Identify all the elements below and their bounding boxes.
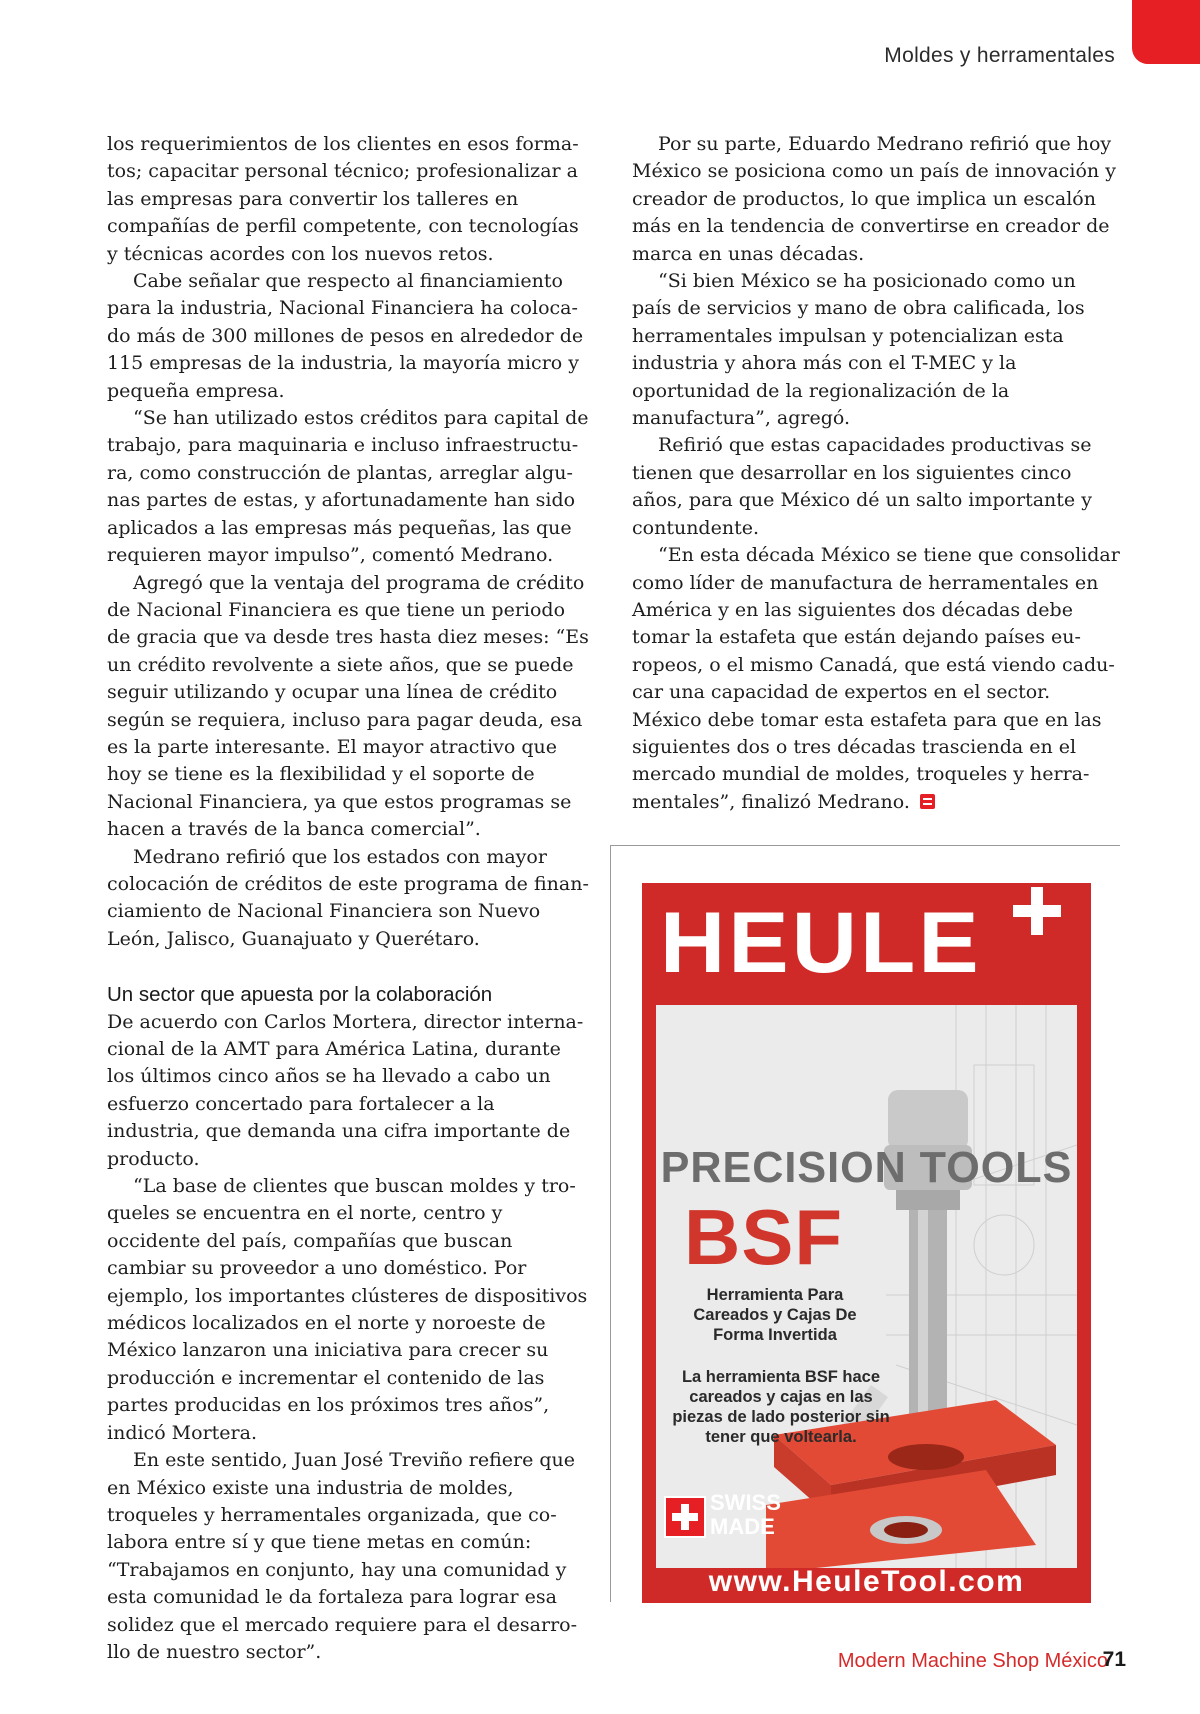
page-number: 71 <box>1102 1648 1126 1671</box>
paragraph: “La base de clientes que buscan moldes y troqueles se encuentra en el norte, centro y occidente del país, compañías que buscan cambiar su proveedor a uno doméstico. Por ejemplo, los importantes clústeres de dispositivos médicos localizados en el norte y noroeste de México lanzaron una iniciativa para crecer su producción e incrementar el contenido de las partes producidas en los próximos tres años”, indicó Mortera. <box>107 1175 588 1444</box>
swiss-made-label <box>710 1491 800 1539</box>
paragraph-text: “En esta década México se tiene que consolidar como líder de manufactura de herramentales en América y en las siguientes dos décadas debe tomar la estafeta que están dejando países europeos, o el mismo Canadá, que está viendo caducar una capacidad de expertos en el sector. México debe tomar esta estafeta para que en las siguientes dos o tres décadas trascienda en el mercado mundial de moldes, troqueles y herramentales”, finalizó Medrano. <box>632 544 1120 813</box>
advertisement[interactable] <box>642 883 1091 1603</box>
section-title: Moldes y herramentales <box>884 44 1115 67</box>
paragraph: “Se han utilizado estos créditos para capital de trabajo, para maquinaria e incluso infraestructura, como construcción de plantas, arreglar algunas partes de estas, y afortunadamente han sido aplicados a las empresas más pequeñas, las que requieren mayor impulso”, comentó Medrano. <box>107 407 589 567</box>
article-right-column <box>632 131 1120 816</box>
swiss-line: SWISS <box>710 1490 781 1515</box>
ad-image-panel <box>656 1005 1077 1568</box>
ad-product-name: BSF <box>684 1193 843 1281</box>
ad-brand-logo: HEULE <box>660 895 982 991</box>
subheading: Un sector que apuesta por la colaboración <box>107 983 493 1007</box>
paragraph: Cabe señalar que respecto al financiamiento para la industria, Nacional Financiera ha colocado más de 300 millones de pesos en alrededor de 115 empresas de la industria, la mayoría micro y pequeña empresa. <box>107 270 584 402</box>
paragraph: En este sentido, Juan José Treviño refiere que en México existe una industria de moldes, troqueles y herramentales organizada, que colabora entre sí y que tiene metas en común: “Trabajamos en conjunto, hay una comunidad y esta comunidad le da fortaleza para lograr esa solidez que el mercado requiere para el desarrollo de nuestro sector”. <box>107 1449 578 1663</box>
paragraph: Agregó que la ventaja del programa de crédito de Nacional Financiera es que tiene un periodo de gracia que va desde tres hasta diez meses: “Es un crédito revolvente a siete años, que se puede seguir utilizando y ocupar una línea de crédito según se requiera, incluso para pagar deuda, esa es la parte interesante. El mayor atractivo que hoy se tiene es la flexibilidad y el soporte de Nacional Financiera, ya que estos programas se hacen a través de la banca comercial”. <box>107 571 589 841</box>
publication-name: Modern Machine Shop México <box>837 1650 1108 1672</box>
swiss-cross-icon <box>664 1496 706 1538</box>
ad-description: La herramienta BSF hace careados y cajas en las piezas de lado posterior sin tener que voltearla. <box>672 1368 890 1446</box>
article-left-column <box>107 131 589 1666</box>
paragraph: Por su parte, Eduardo Medrano refirió que hoy México se posiciona como un país de innovación y creador de productos, lo que implica un escalón más en la tendencia de convertirse en creador de marca en unas décadas. <box>632 133 1116 265</box>
paragraph: “Si bien México se ha posicionado como un país de servicios y mano de obra calificada, los herramentales impulsan y potencializan esta industria y ahora más con el T-MEC y la oportunidad de la regionalización de la manufactura”, agregó. <box>632 270 1085 430</box>
article-end-icon <box>920 794 935 809</box>
ad-tagline: Herramienta Para Careados y Cajas De Forma Invertida <box>693 1286 857 1344</box>
ad-subtitle: PRECISION TOOLS <box>660 1143 1073 1192</box>
paragraph-final <box>632 542 1120 816</box>
paragraph: Refirió que estas capacidades productivas se tienen que desarrollar en los siguientes cinco años, para que México dé un salto importante y contundente. <box>632 434 1092 539</box>
paragraph: los requerimientos de los clientes en esos formatos; capacitar personal técnico; profesionalizar a las empresas para convertir los talleres en compañías de perfil competente, con tecnologías y técnicas acordes con los nuevos retos. <box>107 133 579 265</box>
paragraph: Medrano refirió que los estados con mayor colocación de créditos de este programa de financiamiento de Nacional Financiera son Nuevo León, Jalisco, Guanajuato y Querétaro. <box>107 845 589 950</box>
paragraph: De acuerdo con Carlos Mortera, director internacional de la AMT para América Latina, durante los últimos cinco años se ha llevado a cabo un esfuerzo concertado para fortalecer a la industria, que demanda una cifra importante de producto. <box>107 1010 584 1170</box>
made-line: MADE <box>710 1514 775 1539</box>
ad-website-link[interactable]: www.HeuleTool.com <box>708 1565 1025 1598</box>
plus-icon <box>1009 883 1065 939</box>
section-color-tab <box>1132 0 1200 64</box>
